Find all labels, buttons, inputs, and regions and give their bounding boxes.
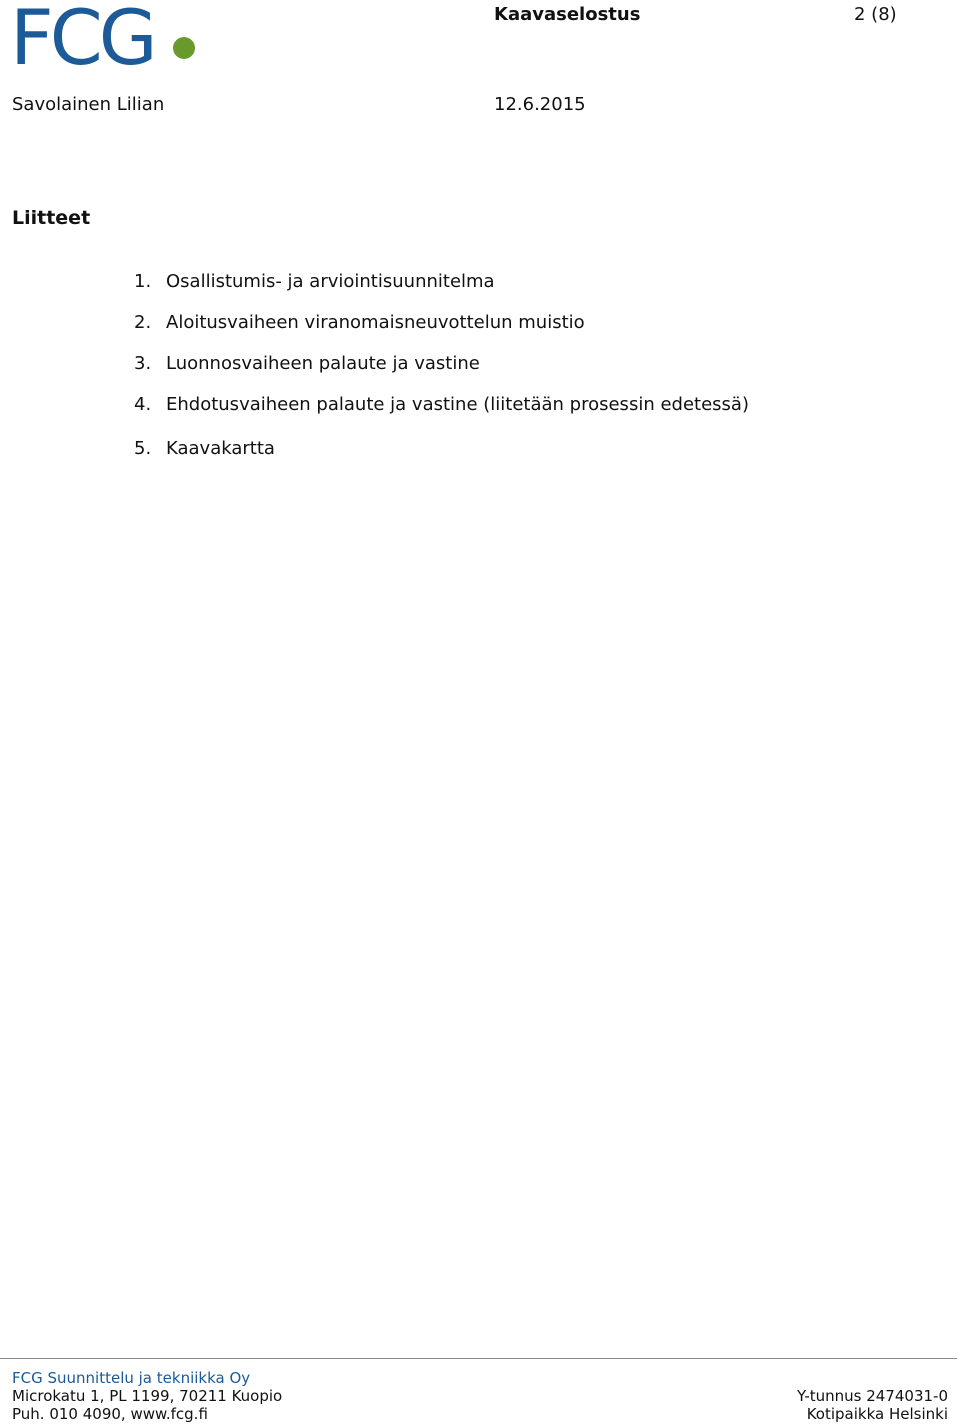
footer-divider (0, 1358, 957, 1359)
list-item-number: 4. (134, 394, 152, 415)
footer-contact: Puh. 010 4090, www.fcg.fi (12, 1405, 208, 1423)
list-item (134, 394, 749, 416)
list-item (134, 271, 495, 293)
footer-address: Microkatu 1, PL 1199, 70211 Kuopio (12, 1387, 283, 1405)
author-name: Savolainen Lilian (12, 94, 165, 115)
list-item (134, 312, 585, 334)
logo-green-dot (173, 37, 195, 59)
list-item-text: Aloitusvaiheen viranomaisneuvottelun muistio (166, 312, 585, 333)
list-item-text: Ehdotusvaiheen palaute ja vastine (liitetään prosessin edetessä) (166, 394, 749, 415)
list-item-text: Osallistumis- ja arviointisuunnitelma (166, 271, 495, 292)
page-number: 2 (8) (854, 4, 897, 25)
list-item-text: Luonnosvaiheen palaute ja vastine (166, 353, 480, 374)
list-item-number: 1. (134, 271, 152, 292)
list-item-number: 2. (134, 312, 152, 333)
footer-domicile: Kotipaikka Helsinki (806, 1405, 948, 1423)
attachments-heading: Liitteet (12, 207, 91, 229)
list-item-number: 3. (134, 353, 152, 374)
document-title: Kaavaselostus (494, 4, 641, 25)
footer-business-id: Y-tunnus 2474031-0 (796, 1387, 948, 1405)
list-item (134, 438, 275, 460)
list-item (134, 353, 480, 375)
fcg-logo-text: FCG (10, 2, 154, 70)
list-item-number: 5. (134, 438, 152, 459)
list-item-text: Kaavakartta (166, 438, 275, 459)
footer-company-name: FCG Suunnittelu ja tekniikka Oy (12, 1369, 251, 1387)
fcg-logo (10, 2, 200, 70)
document-date: 12.6.2015 (494, 94, 586, 115)
